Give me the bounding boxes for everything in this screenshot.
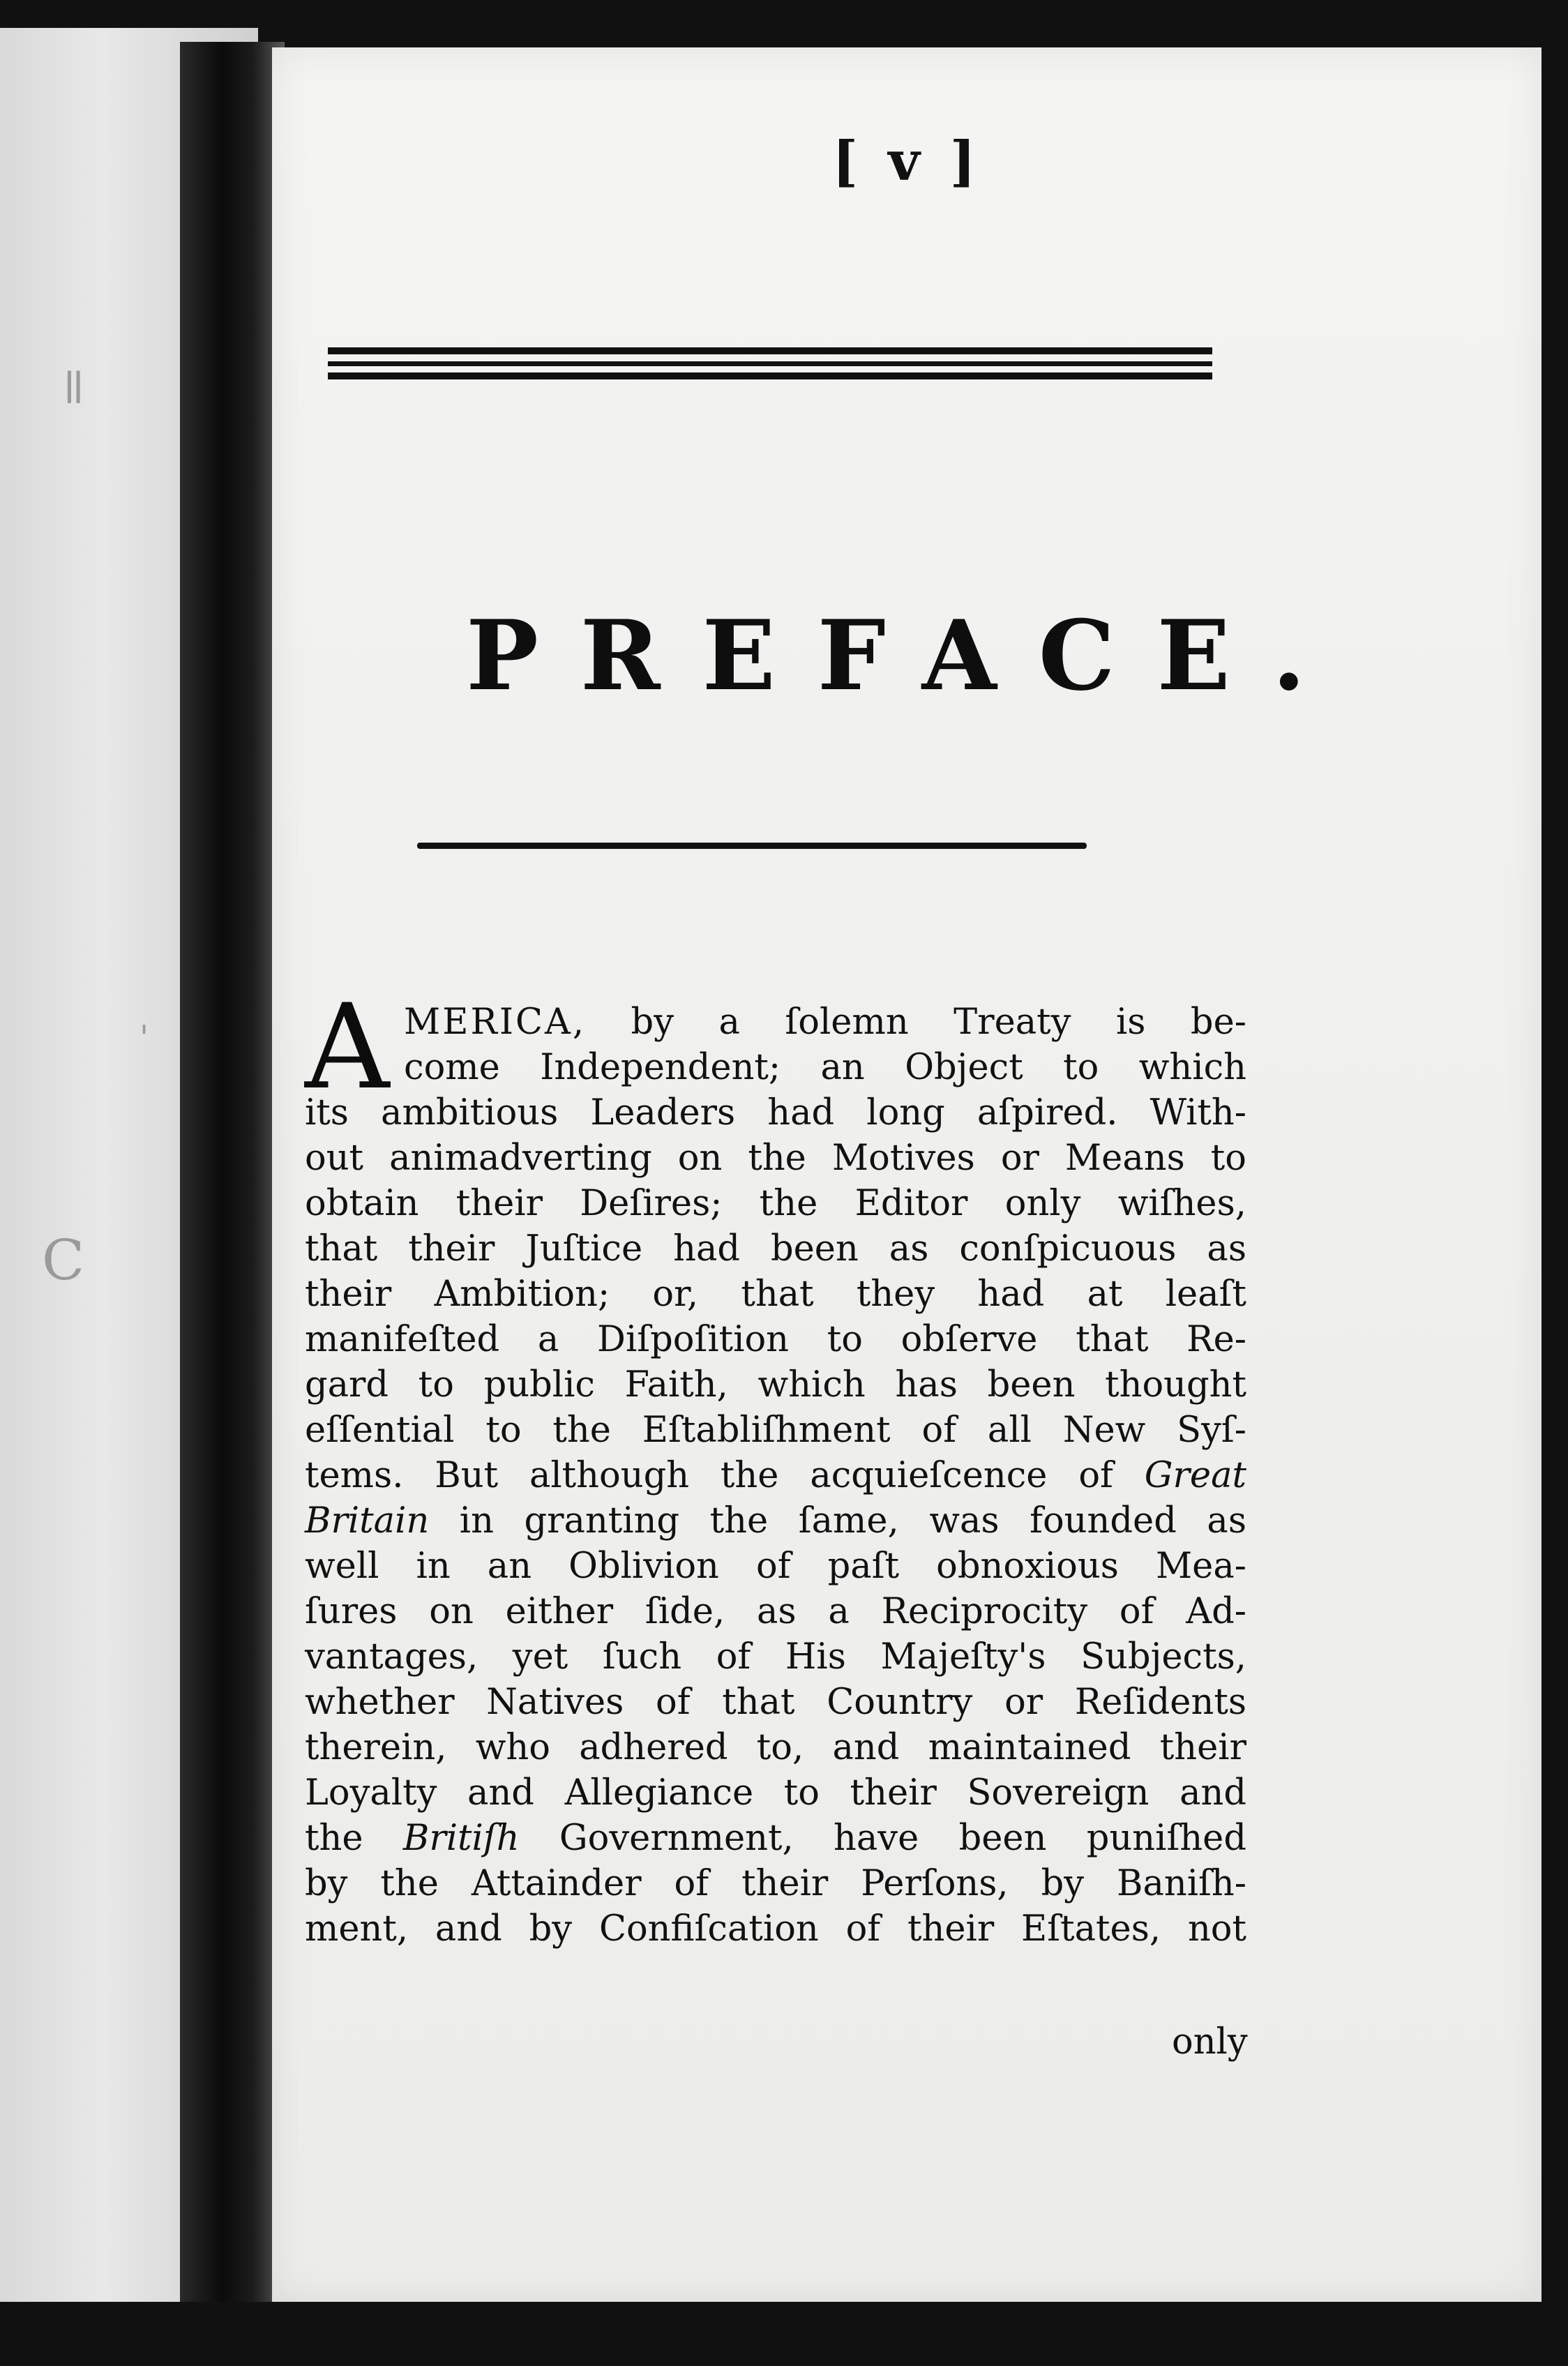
text-line: manifeſted a Diſpoſition to obſerve that Re- [305, 1319, 1246, 1360]
heading-underline-rule [417, 843, 1087, 849]
text-line: eſſential to the Eſtabliſhment of all New Syſ- [305, 1410, 1246, 1451]
header-rule-bottom [328, 372, 1212, 379]
text-line: its ambitious Leaders had long aſpired. With- [305, 1092, 1246, 1133]
text-line: well in an Oblivion of paſt obnoxious Mea- [305, 1546, 1246, 1587]
binding-gutter [180, 42, 285, 2302]
body-text [305, 1000, 1246, 1952]
catchword: only [1172, 2021, 1248, 2063]
text-line: tems. But although the acquieſcence of Great [305, 1455, 1246, 1496]
text-line: the Britiſh Government, have been puniſhed [305, 1818, 1246, 1859]
text-line: MERICA, by a ſolemn Treaty is be- [404, 1002, 1246, 1043]
facing-page-bleed-mark: C [42, 1228, 85, 1293]
scan-bottom-border [0, 2302, 1568, 2366]
text-line: come Independent; an Object to which [404, 1047, 1246, 1088]
text-line: obtain their Deſires; the Editor only wiſhes, [305, 1183, 1246, 1224]
text-line: out animadverting on the Motives or Means to [305, 1138, 1246, 1179]
text-line: ſures on either ſide, as a Reciprocity of Ad- [305, 1591, 1246, 1632]
text-line: by the Attainder of their Perſons, by Baniſh- [305, 1863, 1246, 1904]
text-line: that their Juſtice had been as conſpicuous as [305, 1228, 1246, 1269]
header-rule-middle [328, 361, 1212, 366]
book-page [272, 47, 1541, 2302]
facing-page-bleed-mark: ' [140, 1018, 149, 1057]
drop-cap: A [305, 979, 390, 1115]
text-line: Loyalty and Allegiance to their Sovereign and [305, 1772, 1246, 1814]
text-line: ment, and by Confiſcation of their Eſtates, not [305, 1908, 1246, 1950]
header-rule-top [328, 347, 1212, 354]
text-line: their Ambition; or, that they had at leaſt [305, 1274, 1246, 1315]
text-line: whether Natives of that Country or Reſidents [305, 1682, 1246, 1723]
text-line: Britain in granting the ſame, was founded as [305, 1500, 1246, 1542]
text-line: therein, who adhered to, and maintained their [305, 1727, 1246, 1768]
page-number: [ v ] [832, 130, 981, 193]
text-line: vantages, yet ſuch of His Majeſty's Subjects, [305, 1636, 1246, 1678]
facing-page-bleed-mark: ǁ [63, 363, 85, 414]
text-line: gard to public Faith, which has been thought [305, 1364, 1246, 1406]
page-heading: PREFACE. [466, 598, 1348, 712]
